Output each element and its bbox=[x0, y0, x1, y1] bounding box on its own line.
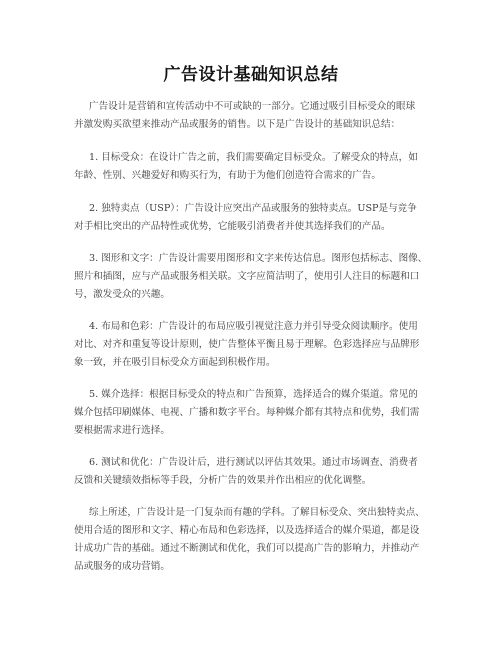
paragraph-conclusion bbox=[74, 504, 432, 576]
paragraph-line: 照片和插图，应与产品或服务相关联。文字应简洁明了，使用引人注目的标题和口 bbox=[74, 271, 420, 282]
paragraph-line: 1. 目标受众：在设计广告之前，我们需要确定目标受众。了解受众的特点，如 bbox=[89, 152, 418, 163]
paragraph-intro bbox=[74, 98, 432, 134]
paragraph-line: 对手相比突出的产品特性或优势，它能吸引消费者并使其选择我们的产品。 bbox=[74, 221, 391, 232]
paragraph-line: 并激发购买欲望来推动产品或服务的销售。以下是广告设计的基础知识总结： bbox=[74, 119, 401, 130]
paragraph-line: 对比、对齐和重复等设计原则，使广告整体平衡且易于理解。色彩选择应与品牌形 bbox=[74, 339, 420, 350]
document-title: 广告设计基础知识总结 bbox=[163, 65, 339, 85]
paragraph-line: 品或服务的成功营销。 bbox=[74, 561, 170, 572]
paragraph-line: 号，激发受众的兴趣。 bbox=[74, 289, 170, 300]
paragraph-line: 媒介包括印刷媒体、电视、广播和数字平台。每种媒介都有其特点和优势，我们需 bbox=[74, 407, 420, 418]
paragraph-line: 反馈和关键绩效指标等手段，分析广告的效果并作出相应的优化调整。 bbox=[74, 475, 372, 486]
paragraph-graphics-text bbox=[74, 250, 432, 304]
paragraph-line: 综上所述，广告设计是一门复杂而有趣的学科。了解目标受众、突出独特卖点、 bbox=[89, 507, 425, 518]
paragraph-line: 5. 媒介选择：根据目标受众的特点和广告预算，选择适合的媒介渠道。常见的 bbox=[89, 389, 418, 400]
paragraph-line: 4. 布局和色彩：广告设计的布局应吸引视觉注意力并引导受众阅读顺序。使用 bbox=[89, 321, 418, 332]
paragraph-usp bbox=[74, 200, 432, 236]
paragraph-line: 6. 测试和优化：广告设计后，进行测试以评估其效果。通过市场调查、消费者 bbox=[89, 457, 418, 468]
paragraph-target-audience bbox=[74, 149, 432, 185]
paragraph-line: 计成功广告的基础。通过不断测试和优化，我们可以提高广告的影响力，并推动产 bbox=[74, 543, 420, 554]
paragraph-line: 使用合适的图形和文字、精心布局和色彩选择，以及选择适合的媒介渠道，都是设 bbox=[74, 525, 420, 536]
paragraph-line: 象一致，并在吸引目标受众方面起到积极作用。 bbox=[74, 357, 276, 368]
paragraph-media bbox=[74, 386, 432, 440]
paragraph-line: 年龄、性别、兴趣爱好和购买行为，有助于为他们创造符合需求的广告。 bbox=[74, 170, 381, 181]
paragraph-testing bbox=[74, 454, 432, 490]
paragraph-line: 要根据需求进行选择。 bbox=[74, 425, 170, 436]
paragraph-line: 2. 独特卖点（USP）：广告设计应突出产品或服务的独特卖点。USP是与竞争 bbox=[89, 203, 417, 214]
paragraph-line: 3. 图形和文字：广告设计需要用图形和文字来传达信息。图形包括标志、图像、 bbox=[89, 253, 428, 264]
paragraph-line: 广告设计是营销和宣传活动中不可或缺的一部分。它通过吸引目标受众的眼球 bbox=[89, 101, 416, 112]
paragraph-layout-color bbox=[74, 318, 432, 372]
